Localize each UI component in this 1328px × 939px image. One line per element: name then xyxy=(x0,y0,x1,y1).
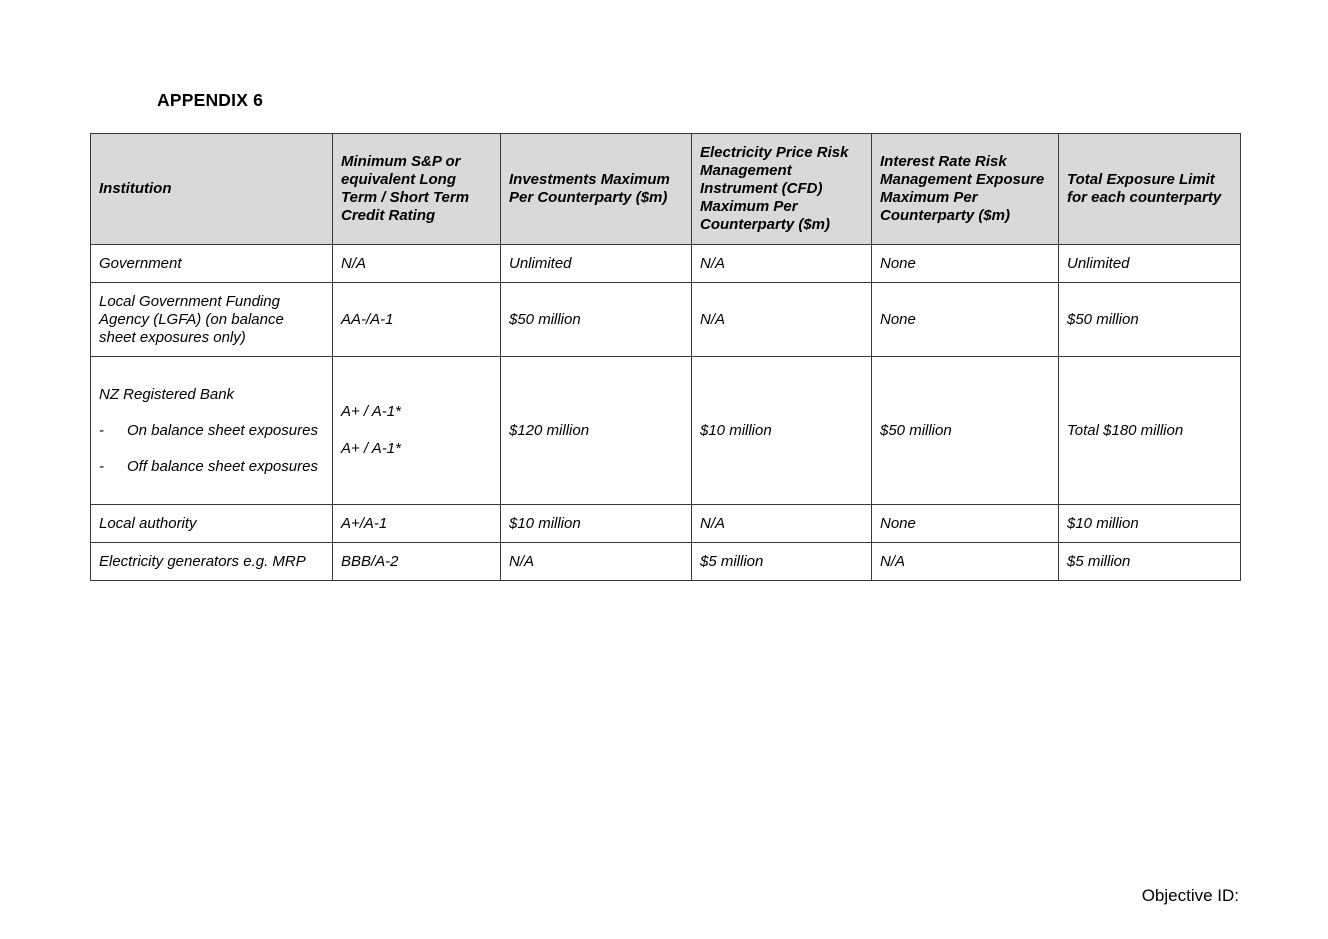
rating-off-balance: A+ / A-1* xyxy=(341,440,401,457)
sub-item-on-balance xyxy=(99,422,324,440)
rating-on-balance: A+ / A-1* xyxy=(341,403,401,420)
cell-electricity: $5 million xyxy=(692,543,872,581)
table-row xyxy=(91,283,1241,357)
cell-electricity: N/A xyxy=(692,505,872,543)
cell-institution: Government xyxy=(91,245,333,283)
dash-bullet: - xyxy=(99,457,104,475)
cell-interest: None xyxy=(872,283,1059,357)
table-row xyxy=(91,357,1241,505)
cell-interest: None xyxy=(872,505,1059,543)
cell-rating: AA-/A-1 xyxy=(333,283,501,357)
objective-id-label: Objective ID: xyxy=(1141,886,1239,905)
table-row xyxy=(91,245,1241,283)
cell-institution: Electricity generators e.g. MRP xyxy=(91,543,333,581)
header-credit-rating: Minimum S&P or equivalent Long Term / Short Term Credit Rating xyxy=(333,134,501,245)
header-electricity-risk-max: Electricity Price Risk Management Instrument (CFD) Maximum Per Counterparty ($m) xyxy=(692,134,872,245)
cell-rating xyxy=(333,357,501,505)
header-institution: Institution xyxy=(91,134,333,245)
cell-investments: $50 million xyxy=(501,283,692,357)
dash-bullet: - xyxy=(99,421,104,439)
cell-electricity: $10 million xyxy=(692,357,872,505)
sub-item-label: Off balance sheet exposures xyxy=(127,457,318,475)
table-row xyxy=(91,543,1241,581)
sub-item-off-balance xyxy=(99,458,324,476)
header-investments-max: Investments Maximum Per Counterparty ($m) xyxy=(501,134,692,245)
table-header-row xyxy=(91,134,1241,245)
cell-total: Unlimited xyxy=(1059,245,1241,283)
cell-electricity: N/A xyxy=(692,283,872,357)
header-total-exposure-limit: Total Exposure Limit for each counterparty xyxy=(1059,134,1241,245)
page-title: APPENDIX 6 xyxy=(157,90,264,110)
cell-total: $5 million xyxy=(1059,543,1241,581)
bank-name: NZ Registered Bank xyxy=(99,385,235,403)
cell-interest: N/A xyxy=(872,543,1059,581)
cell-total: $10 million xyxy=(1059,505,1241,543)
cell-interest: $50 million xyxy=(872,357,1059,505)
cell-rating: N/A xyxy=(333,245,501,283)
cell-institution: Local authority xyxy=(91,505,333,543)
cell-investments: N/A xyxy=(501,543,692,581)
header-interest-rate-risk-max: Interest Rate Risk Management Exposure Maximum Per Counterparty ($m) xyxy=(872,134,1059,245)
cell-total: Total $180 million xyxy=(1059,357,1241,505)
cell-rating: A+/A-1 xyxy=(333,505,501,543)
cell-institution xyxy=(91,357,333,505)
cell-total: $50 million xyxy=(1059,283,1241,357)
cell-investments: $120 million xyxy=(501,357,692,505)
cell-rating: BBB/A-2 xyxy=(333,543,501,581)
cell-interest: None xyxy=(872,245,1059,283)
cell-electricity: N/A xyxy=(692,245,872,283)
table-row xyxy=(91,505,1241,543)
cell-institution: Local Government Funding Agency (LGFA) (on balance sheet exposures only) xyxy=(91,283,333,357)
counterparty-limits-table xyxy=(90,133,1241,581)
sub-item-label: On balance sheet exposures xyxy=(127,421,318,439)
cell-investments: Unlimited xyxy=(501,245,692,283)
cell-investments: $10 million xyxy=(501,505,692,543)
